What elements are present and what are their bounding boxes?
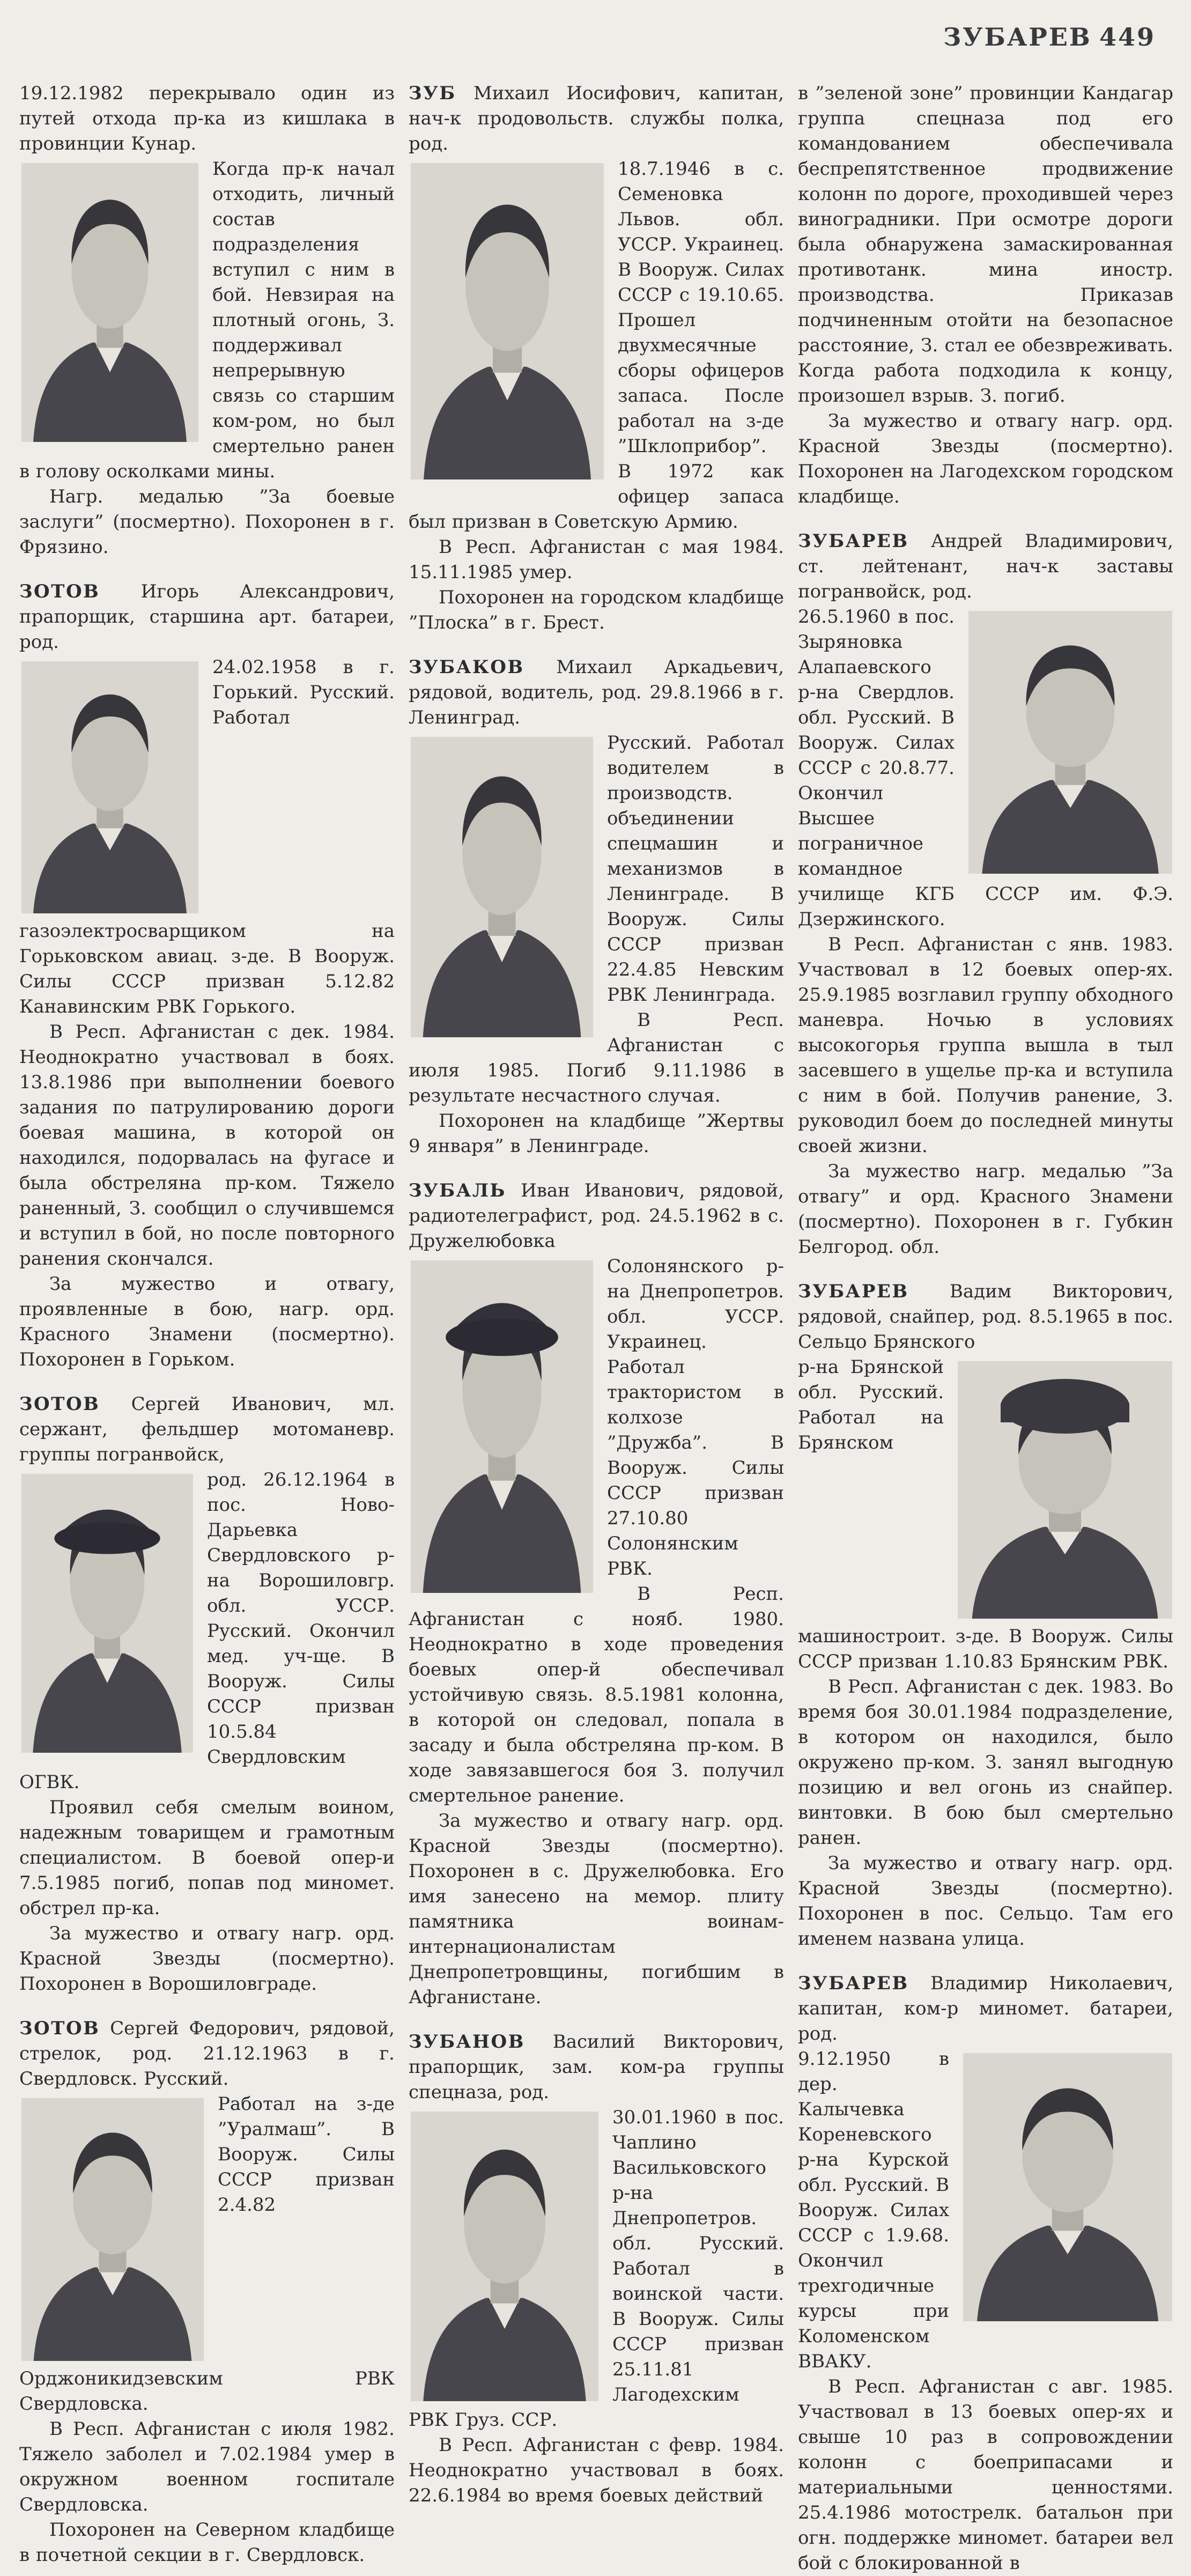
entry-paragraph: В Респ. Афганистан с мая 1984. 15.11.1985 умер. [409, 536, 784, 583]
portrait-photo [21, 163, 198, 442]
entry-zubarev-andrey [798, 529, 1173, 1260]
entry-lead [798, 1279, 1173, 1355]
entry-paragraph: В Респ. Афганистан с июля 1982. Тяжело заболел и 7.02.1984 умер в окружном военном госпитале Свердловска. [19, 2418, 395, 2515]
entry-paragraph: За мужество и отвагу нагр. орд. Красной Звезды (посмертно). Похоронен в пос. Сельцо. Там его именем названа улица. [798, 1852, 1173, 1950]
entry-lead-text: 19.12.1982 перекрывало один из путей отхода пр-ка из кишлака в провинции Кунар. [19, 83, 395, 154]
entry-paragraph: За мужество и отвагу нагр. орд. Красной Звезды (посмертно). Похоронен на Лагодехском городском кладбище. [798, 410, 1173, 507]
portrait-photo [958, 1361, 1172, 1619]
entry-lead [409, 81, 784, 157]
entry-surname: ЗУБАРЕВ [798, 1973, 909, 1994]
entry-surname: ЗОТОВ [19, 1393, 100, 1415]
entry-lead-text: Сергей Иванович, мл. сержант, фельдшер мотоманевр. группы погранвойск, [19, 1393, 395, 1465]
entry-lead-text: Вадим Викторович, рядовой, снайпер, род. 8.5.1965 в пос. Сельцо Брянского [798, 1281, 1173, 1353]
entry-paragraph: В Респ. Афганистан с нояб. 1980. Неоднократно в ходе проведения боевых опер-й обеспечивал устойчивую связь. 8.5.1981 колонна, в которой он следовал, попала в засаду и была обстреляна пр-ком. В ходе завязавшегося боя З. получил смертельное ранение. [409, 1583, 784, 1806]
portrait-photo [21, 661, 198, 913]
portrait-photo [21, 2098, 204, 2361]
entry-zotov-sergey-i [19, 1392, 395, 1997]
entry-lead-text: Михаил Иосифович, капитан, нач-к продовольств. службы полка, род. [409, 83, 785, 154]
entry-lead [798, 81, 1173, 409]
entry-paragraph: В Респ. Афганистан с дек. 1983. Во время боя 30.01.1984 подразделение, в котором он находился, было окружено пр-ком. З. занял выгодную позицию и вел огонь из снайпер. винтовки. В бою был смертельно ранен. [798, 1676, 1173, 1849]
running-head [800, 19, 1175, 50]
entry-lead-text: Иван Иванович, рядовой, радиотелеграфист, род. 24.5.1962 в с. Дружелюбовка [409, 1180, 784, 1252]
entry-continuation-zotov [19, 81, 395, 560]
entry-paragraph: В Респ. Афганистан с дек. 1984. Неоднократно участвовал в боях. 13.8.1986 при выполнении боевого задания по патрулированию дороги боевая машина, в которой он находился, подорвалась на фугасе и была обстреляна пр-ком. Тяжело раненный, З. сообщил о случившемся и вступил в бой, но после повторного ранения скончался. [19, 1021, 395, 1269]
entry-zotov-sergey-f [19, 2016, 395, 2568]
entry-lead-text: Андрей Владимирович, ст. лейтенант, нач-к заставы погранвойск, род. [798, 530, 1173, 602]
column-1 [19, 81, 395, 2576]
portrait-photo [21, 1474, 193, 1753]
entry-paragraph: 9.12.1950 в дер. Калычевка Кореневского р-на Курской обл. Русский. В Вооруж. Силах СССР с 1.9.68. Окончил трехгодичные курсы при Коломенском ВВАКУ. [798, 2048, 949, 2372]
entry-paragraph: В Респ. Афганистан с февр. 1984. Неоднократно участвовал в боях. 22.6.1984 во время боевых действий [409, 2434, 784, 2506]
entry-zotov-igor [19, 579, 395, 1372]
entry-lead [409, 655, 784, 730]
entry-surname: ЗУБАЛЬ [409, 1180, 506, 1201]
entry-paragraph: Нагр. медалью ”За боевые заслуги” (посмертно). Похоронен в г. Фрязино. [19, 486, 395, 558]
entry-paragraph: За мужество и отвагу нагр. орд. Красной Звезды (посмертно). Похоронен в с. Дружелюбовка. Его имя занесено на мемор. плиту памятника воинам-интернационалистам Днепропетровщины, погибшим в Афганистане. [409, 1810, 784, 2008]
entry-lead [409, 2029, 784, 2105]
entry-paragraph: За мужество нагр. медалью ”За отвагу” и орд. Красного Знамени (посмертно). Похоронен в г. Губкин Белгород. обл. [798, 1161, 1173, 1258]
entry-paragraph: Проявил себя смелым воином, надежным товарищем и грамотным специалистом. В боевой опер-и 7.5.1985 погиб, попав под миномет. обстрел пр-ка. [19, 1797, 395, 1919]
entry-paragraph: Похоронен на кладбище ”Жертвы 9 января” в Ленинграде. [409, 1110, 784, 1157]
entry-lead-text: Владимир Николаевич, капитан, ком-р миномет. батареи, род. [798, 1973, 1173, 2044]
entry-paragraph: 24.02.1958 в г. Горький. Русский. Работал газоэлектросварщиком на Горьковском авиац. з-де. В Вооруж. Силы СССР призван 5.12.82 Канавинским РВК Горького. [19, 656, 395, 1017]
entry-lead-text: Сергей Федорович, рядовой, стрелок, род. 21.12.1963 в г. Свердловск. Русский. [19, 2018, 395, 2090]
entry-lead [19, 579, 395, 655]
column-3 [798, 81, 1173, 2576]
entry-lead-text: Игорь Александрович, прапорщик, старшина арт. батареи, род. [19, 581, 395, 653]
entry-paragraph: род. 26.12.1964 в пос. Ново-Дарьевка Свердловского р-на Ворошиловгр. обл. УССР. Русский. Окончил мед. уч-ще. В Вооруж. Силы СССР призван 10.5.84 Свердловским ОГВК. [19, 1469, 395, 1793]
portrait-photo [963, 2053, 1172, 2321]
entry-zubakov-mikhail [409, 655, 784, 1159]
entry-paragraph: Похоронен на Северном кладбище в почетной секции в г. Свердловск. [19, 2519, 395, 2566]
column-2 [409, 81, 784, 2576]
entry-surname: ЗУБАНОВ [409, 2031, 525, 2053]
entry-surname: ЗУБАРЕВ [798, 1281, 909, 1302]
entry-paragraph: р-на Брянской обл. Русский. Работал на Брянском машиностроит. з-де. В Вооруж. Силы СССР призван 1.10.83 Брянским РВК. [798, 1356, 1173, 1672]
entry-lead [798, 529, 1173, 604]
portrait-photo [411, 737, 593, 1037]
entry-paragraph: Русский. Работал водителем в производств. объединении спецмашин и механизмов в Ленинграде. В Вооруж. Силы СССР призван 22.4.85 Невским РВК Ленинграда. [607, 732, 784, 1006]
entry-zubarev-vladimir [798, 1971, 1173, 2576]
entry-zubarev-vadim [798, 1279, 1173, 1952]
page-number: 449 [1099, 23, 1156, 51]
entry-zubal-ivan [409, 1178, 784, 2010]
entry-paragraph: В Респ. Афганистан с июля 1985. Погиб 9.11.1986 в результате несчастного случая. [409, 1009, 784, 1106]
entry-surname: ЗОТОВ [19, 2018, 100, 2039]
entry-paragraph: В Респ. Афганистан с авг. 1985. Участвовал в 13 боевых опер-ях и свыше 10 раз в сопровождении колонн с боеприпасами и материальными ценностями. 25.4.1986 мотострелк. батальон при огн. поддержке миномет. батареи вел бой с блокированной в [798, 2376, 1173, 2574]
entry-lead-text: Василий Викторович, прапорщик, зам. ком-ра группы спецназа, род. [409, 2031, 784, 2103]
entry-paragraph: 30.01.1960 в пос. Чаплино Васильковского р-на Днепропетров. обл. Русский. Работал в воинской части. В Вооруж. Силы СССР призван 25.11.81 Лагодехским РВК Груз. ССР. [409, 2107, 784, 2431]
entry-paragraph: 26.5.1960 в пос. Зыряновка Алапаевского р-на Свердлов. обл. Русский. В Вооруж. Силах СССР с 20.8.77. Окончил Высшее пограничное командное училище КГБ СССР им. Ф.Э. Дзержинского. [798, 606, 1173, 930]
entry-lead [798, 1971, 1173, 2047]
entry-lead [19, 2016, 395, 2092]
entry-paragraph: 18.7.1946 в с. Семеновка Львов. обл. УССР. Украинец. В Вооруж. Силах СССР с 19.10.65. Прошел двухмесячные сборы офицеров запаса. После работал на з-де ”Шклоприбор”. В 1972 как офицер запаса был призван в Советскую Армию. [409, 158, 784, 533]
entry-continuation-zubarev [798, 81, 1173, 510]
running-head-title: ЗУБАРЕВ [943, 23, 1092, 51]
entry-paragraph: Солонянского р-на Днепропетров. обл. УССР. Украинец. Работал трактористом в колхозе ”Дружба”. В Вооруж. Силы СССР призван 27.10.80 Солонянским РВК. [607, 1256, 784, 1579]
portrait-photo [411, 163, 604, 479]
entry-surname: ЗОТОВ [19, 581, 100, 602]
entry-surname: ЗУБ [409, 83, 456, 104]
text-columns [19, 81, 1175, 2576]
entry-zub-mikhail [409, 81, 784, 636]
portrait-photo [968, 611, 1172, 874]
entry-lead [19, 81, 395, 157]
portrait-photo [411, 1260, 593, 1593]
entry-lead [19, 1392, 395, 1467]
entry-paragraph: Похоронен на городском кладбище ”Плоска” в г. Брест. [409, 587, 784, 633]
entry-surname: ЗУБАРЕВ [798, 530, 909, 552]
entry-paragraph: Когда пр-к начал отходить, личный состав подразделения вступил с ним в бой. Невзирая на плотный огонь, З. поддерживал непрерывную связь со старшим ком-ром, но был смертельно ранен в голову осколками мины. [19, 158, 395, 482]
entry-zubanov-vasiliy [409, 2029, 784, 2508]
entry-lead-text: Михаил Аркадьевич, рядовой, водитель, род. 29.8.1966 в г. Ленинград. [409, 656, 784, 728]
entry-paragraph: В Респ. Афганистан с янв. 1983. Участвовал в 12 боевых опер-ях. 25.9.1985 возглавил группу обходного маневра. Ночью в условиях высокогорья группа вышла в тыл засевшего в ущелье пр-ка и вступила с ним в бой. Получив ранение, З. руководил боем до последней минуты своей жизни. [798, 934, 1173, 1157]
entry-paragraph: За мужество и отвагу нагр. орд. Красной Звезды (посмертно). Похоронен в Ворошиловграде. [19, 1923, 395, 1995]
entry-paragraph: Работал на з-де ”Уралмаш”. В Вооруж. Силы СССР призван 2.4.82 Орджоникидзевским РВК Свердловска. [19, 2093, 395, 2415]
entry-lead-text: в ”зеленой зоне” провинции Кандагар группа спецназа под его командованием обеспечивала беспрепятственное продвижение колонн по дороге, проходившей через виноградники. При осмотре дороги была обнаружена замаскированная противотанк. мина иностр. производства. Приказав подчиненным отойти на безопасное расстояние, З. стал ее обезвреживать. Когда работа подходила к концу, произошел взрыв. З. погиб. [798, 83, 1173, 407]
entry-lead [409, 1178, 784, 1254]
entry-paragraph: За мужество и отвагу, проявленные в бою, нагр. орд. Красного Знамени (посмертно). Похоронен в Горьком. [19, 1273, 395, 1370]
portrait-photo [411, 2112, 598, 2401]
entry-surname: ЗУБАКОВ [409, 656, 524, 678]
